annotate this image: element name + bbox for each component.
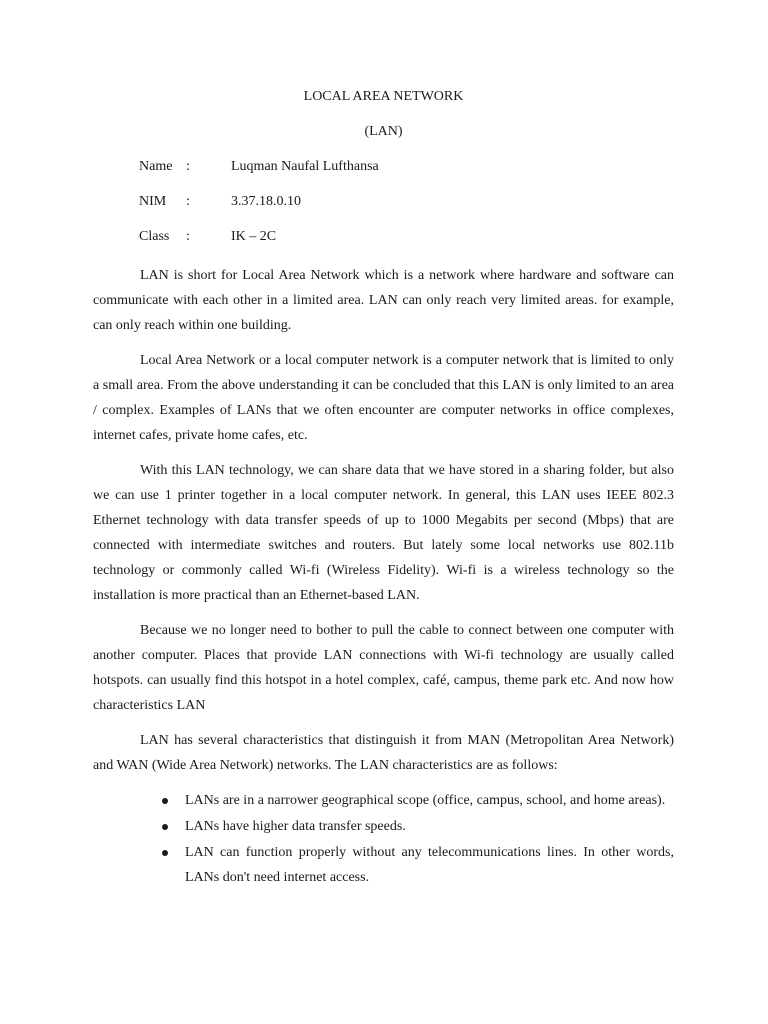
list-item-text: LANs are in a narrower geographical scope (office, campus, school, and home areas). bbox=[185, 793, 666, 808]
list-item bbox=[93, 788, 674, 813]
paragraph-characteristics-intro: LAN has several characteristics that distinguish it from MAN (Metropolitan Area Network) and WAN (Wide Area Network) networks. The LAN characteristics are as follows: bbox=[93, 733, 674, 773]
info-colon: : bbox=[186, 194, 190, 209]
paragraph-lan-scope: Local Area Network or a local computer network is a computer network that is limited to only a small area. From the above understanding it can be concluded that this LAN is only limited to an area / complex. Examples of LANs that we often encounter are computer networks in office complexes, internet cafes, private home cafes, etc. bbox=[93, 353, 674, 443]
bullet-icon bbox=[162, 824, 168, 830]
list-item-text: LANs have higher data transfer speeds. bbox=[185, 819, 406, 834]
document-title: LOCAL AREA NETWORK bbox=[303, 89, 464, 104]
info-value: 3.37.18.0.10 bbox=[231, 194, 301, 209]
info-key: Class bbox=[139, 229, 170, 244]
document-subtitle: (LAN) bbox=[364, 124, 403, 139]
info-row-nim bbox=[93, 193, 674, 228]
document-page bbox=[93, 88, 674, 891]
paragraph-lan-technology: With this LAN technology, we can share data that we have stored in a sharing folder, but also we can use 1 printer together in a local computer network. In general, this LAN uses IEEE 802.3 Ethernet technology with data transfer speeds of up to 1000 Megabits per second (Mbps) that are connected with intermediate switches and routers. But lately some local networks use 802.11b technology or commonly called Wi-fi (Wireless Fidelity). Wi-fi is a wireless technology so the installation is more practical than an Ethernet-based LAN. bbox=[93, 463, 674, 603]
info-colon: : bbox=[186, 229, 190, 244]
info-row-class bbox=[93, 228, 674, 263]
bullet-icon bbox=[162, 798, 168, 804]
list-item bbox=[93, 814, 674, 839]
info-key: Name bbox=[139, 159, 173, 174]
bullet-icon bbox=[162, 850, 168, 856]
paragraph-hotspots: Because we no longer need to bother to pull the cable to connect between one computer with another computer. Places that provide LAN connections with Wi-fi technology are usually called hotspots. can usually find this hotspot in a hotel complex, café, campus, theme park etc. And now how characteristics LAN bbox=[93, 623, 674, 713]
paragraph-lan-definition: LAN is short for Local Area Network which is a network where hardware and software can communicate with each other in a limited area. LAN can only reach very limited areas. for example, can only reach within one building. bbox=[93, 268, 674, 333]
student-info bbox=[93, 158, 674, 263]
list-item bbox=[93, 840, 674, 890]
info-key: NIM bbox=[139, 194, 167, 209]
info-value: IK – 2C bbox=[231, 229, 277, 244]
characteristics-list bbox=[93, 788, 674, 890]
info-row-name bbox=[93, 158, 674, 193]
list-item-text: LAN can function properly without any telecommunications lines. In other words, LANs don't need internet access. bbox=[185, 845, 674, 885]
info-value: Luqman Naufal Lufthansa bbox=[231, 159, 379, 174]
info-colon: : bbox=[186, 159, 190, 174]
